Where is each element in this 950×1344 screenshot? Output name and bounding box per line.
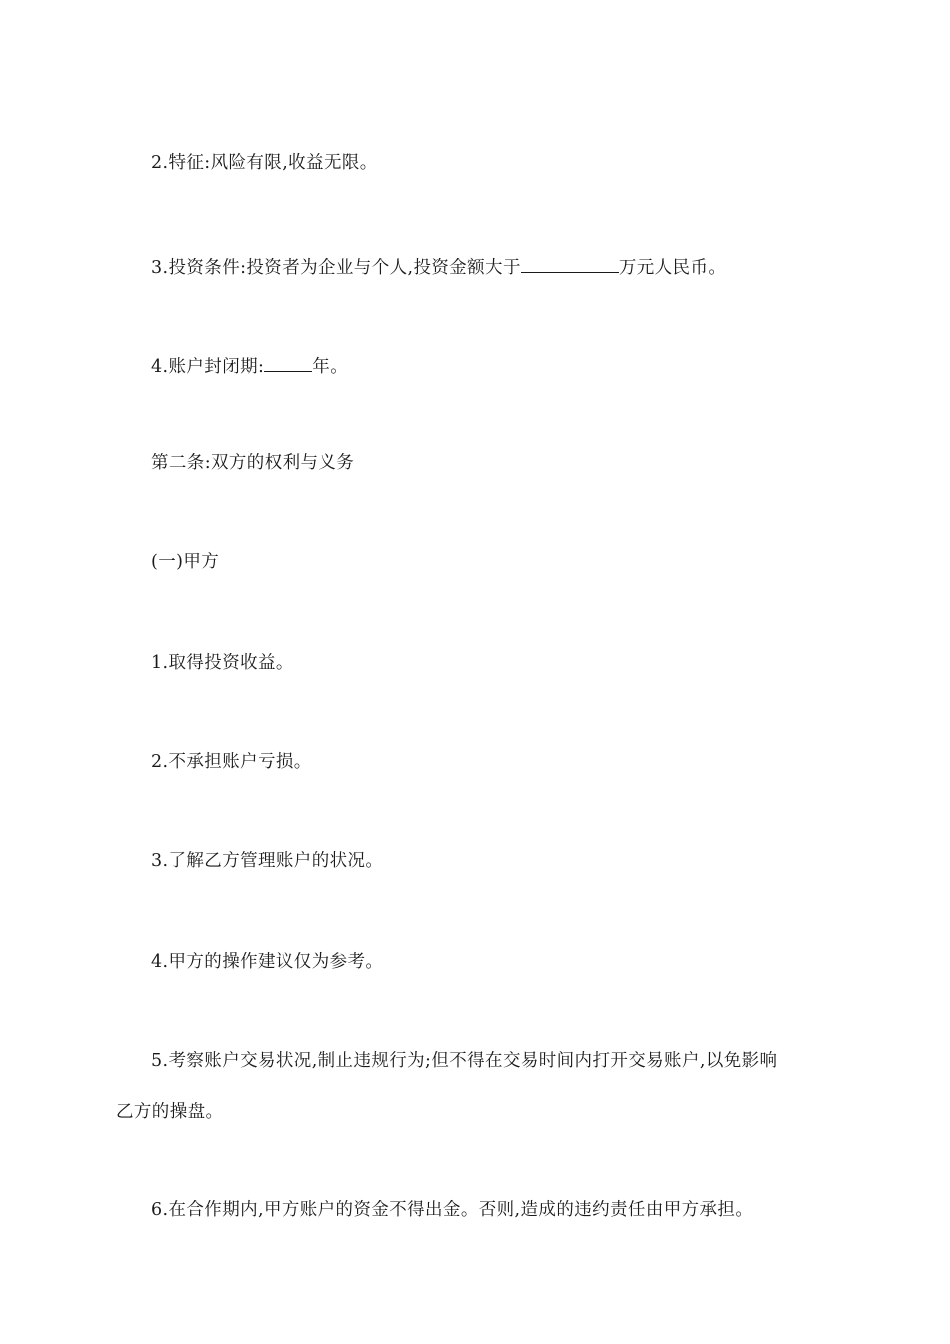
party-a-right-6: 6.在合作期内,甲方账户的资金不得出金。否则,造成的违约责任由甲方承担。 <box>151 1200 754 1220</box>
clause-investment-conditions-text: 3.投资条件:投资者为企业与个人,投资金额大于 <box>151 258 521 278</box>
clause-lockup-period <box>151 356 348 377</box>
party-a-right-3: 3.了解乙方管理账户的状况。 <box>151 851 384 871</box>
amount-blank-field <box>521 257 619 273</box>
clause-lockup-period-text: 4.账户封闭期: <box>151 357 265 377</box>
clause-lockup-period-unit: 年。 <box>312 357 349 377</box>
party-a-right-5-line-1: 5.考察账户交易状况,制止违规行为;但不得在交易时间内打开交易账户,以免影响 <box>151 1051 778 1071</box>
party-a-right-1: 1.取得投资收益。 <box>151 653 294 673</box>
clause-characteristics: 2.特征:风险有限,收益无限。 <box>151 153 378 173</box>
clause-investment-conditions-unit: 万元人民币。 <box>618 258 727 278</box>
clause-investment-conditions <box>151 257 726 278</box>
party-a-right-4: 4.甲方的操作建议仅为参考。 <box>151 952 384 972</box>
article-two-heading: 第二条:双方的权利与义务 <box>151 453 355 473</box>
party-a-right-5-line-2: 乙方的操盘。 <box>116 1102 224 1122</box>
years-blank-field <box>264 356 312 372</box>
party-a-right-2: 2.不承担账户亏损。 <box>151 752 312 772</box>
party-a-heading: (一)甲方 <box>151 552 220 572</box>
